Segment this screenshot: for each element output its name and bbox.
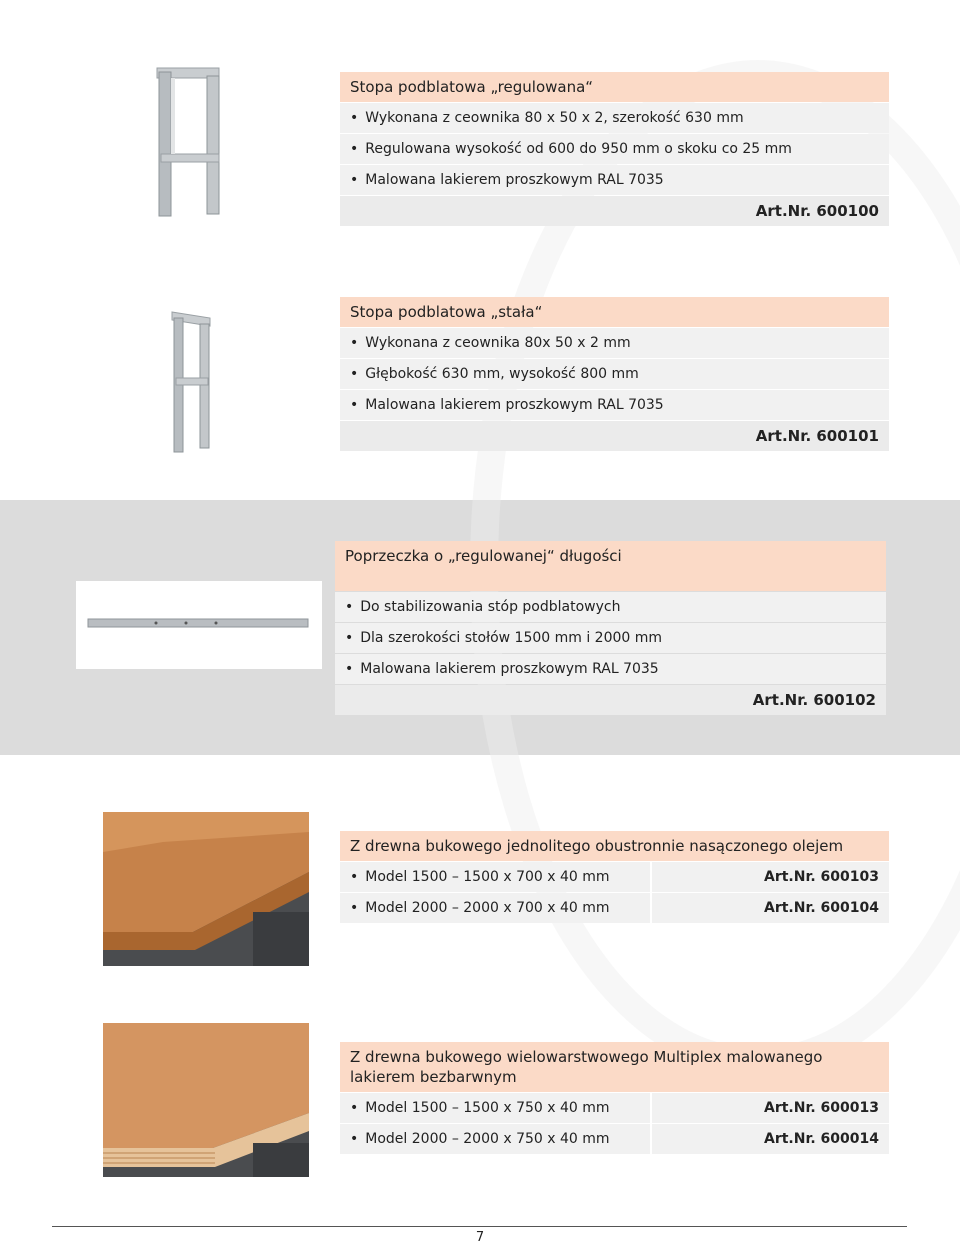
product-multiplex-spec	[340, 1042, 889, 1155]
model-label: • Model 1500 – 1500 x 700 x 40 mm	[340, 862, 650, 892]
feature-item: • Do stabilizowania stóp podblatowych	[335, 592, 886, 622]
adjustable-leg-image	[155, 66, 227, 218]
product-title: Z drewna bukowego wielowarstwowego Multiplex malowanego lakierem bezbarwnym	[340, 1042, 889, 1092]
page-number: 7	[475, 1230, 485, 1245]
model-label: • Model 2000 – 2000 x 700 x 40 mm	[340, 893, 650, 923]
article-number: Art.Nr. 600101	[340, 421, 889, 451]
product-title: Z drewna bukowego jednolitego obustronnie nasączonego olejem	[340, 831, 889, 861]
article-number: Art.Nr. 600104	[652, 893, 889, 923]
article-number: Art.Nr. 600014	[652, 1124, 889, 1154]
fixed-leg-image	[170, 308, 218, 456]
feature-item: • Wykonana z ceownika 80 x 50 x 2, szerokość 630 mm	[340, 103, 889, 133]
model-label: • Model 2000 – 2000 x 750 x 40 mm	[340, 1124, 650, 1154]
article-number: Art.Nr. 600013	[652, 1093, 889, 1123]
model-label: • Model 1500 – 1500 x 750 x 40 mm	[340, 1093, 650, 1123]
feature-item: • Malowana lakierem proszkowym RAL 7035	[335, 654, 886, 684]
solid-beech-top-image	[103, 812, 309, 966]
multiplex-top-image	[103, 1023, 309, 1177]
feature-item: • Malowana lakierem proszkowym RAL 7035	[340, 390, 889, 420]
article-number: Art.Nr. 600103	[652, 862, 889, 892]
product-fixed-leg-spec	[340, 297, 889, 452]
product-title: Poprzeczka o „regulowanej“ długości	[335, 541, 886, 591]
footer-divider	[52, 1226, 907, 1227]
crossbar-image	[76, 581, 322, 669]
crossbar-image-frame	[76, 581, 322, 669]
article-number: Art.Nr. 600102	[335, 685, 886, 715]
product-solid-beech-spec	[340, 831, 889, 924]
product-adjustable-leg-spec	[340, 72, 889, 227]
model-row	[340, 1093, 889, 1123]
feature-item: • Regulowana wysokość od 600 do 950 mm o skoku co 25 mm	[340, 134, 889, 164]
model-row	[340, 1124, 889, 1154]
feature-item: • Głębokość 630 mm, wysokość 800 mm	[340, 359, 889, 389]
product-title: Stopa podblatowa „stała“	[340, 297, 889, 327]
article-number: Art.Nr. 600100	[340, 196, 889, 226]
feature-item: • Wykonana z ceownika 80x 50 x 2 mm	[340, 328, 889, 358]
product-crossbar-spec	[335, 541, 886, 716]
feature-item: • Malowana lakierem proszkowym RAL 7035	[340, 165, 889, 195]
feature-item: • Dla szerokości stołów 1500 mm i 2000 mm	[335, 623, 886, 653]
model-row	[340, 862, 889, 892]
product-title: Stopa podblatowa „regulowana“	[340, 72, 889, 102]
model-row	[340, 893, 889, 923]
